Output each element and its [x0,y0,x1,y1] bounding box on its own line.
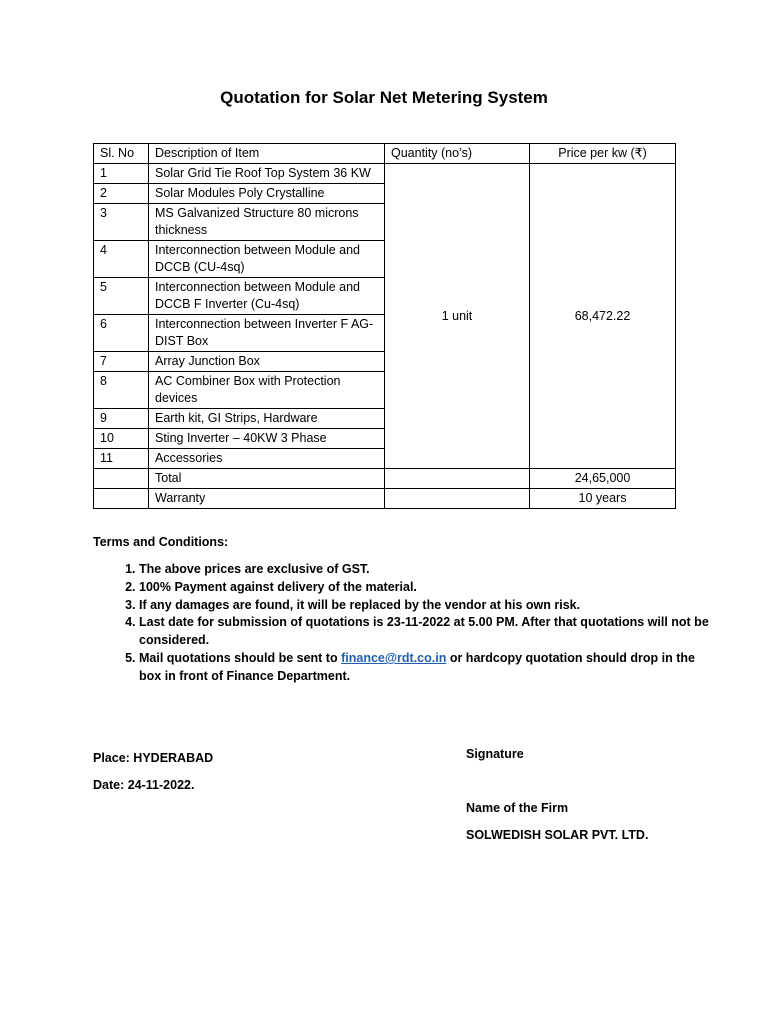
row-number: 8 [94,372,149,409]
row-number: 2 [94,184,149,204]
row-number: 3 [94,204,149,241]
place-text: Place: HYDERABAD [93,751,214,765]
terms-list [93,561,719,686]
row-description: Interconnection between Module and DCCB F Inverter (Cu-4sq) [149,278,385,315]
document-title: Quotation for Solar Net Metering System [220,88,548,107]
row-description: Earth kit, GI Strips, Hardware [149,409,385,429]
firm-name: SOLWEDISH SOLAR PVT. LTD. [466,828,649,842]
term-item: 1. The above prices are exclusive of GST. [139,561,719,579]
quotation-table [93,143,676,509]
row-number: 5 [94,278,149,315]
total-label: Total [149,469,385,489]
total-value: 24,65,000 [530,469,676,489]
row-number: 10 [94,429,149,449]
row-description: MS Galvanized Structure 80 microns thickness [149,204,385,241]
warranty-value: 10 years [530,489,676,509]
price-cell: 68,472.22 [530,164,676,469]
row-description: Solar Modules Poly Crystalline [149,184,385,204]
quantity-cell: 1 unit [385,164,530,469]
header-quantity: Quantity (no’s) [385,144,530,164]
header-price: Price per kw (₹) [530,144,676,164]
header-sl-no: Sl. No [94,144,149,164]
term-item [139,650,719,686]
term-item: 2. 100% Payment against delivery of the material. [139,579,719,597]
row-description: Solar Grid Tie Roof Top System 36 KW [149,164,385,184]
row-number: 11 [94,449,149,469]
term-text: or hardcopy quotation should drop in the box in front of Finance Department. [139,650,695,683]
term-text: Mail quotations should be sent to [139,650,342,665]
row-number: 6 [94,315,149,352]
date-text: Date: 24-11-2022. [93,778,195,792]
warranty-row [94,489,676,509]
term-item: 3. If any damages are found, it will be replaced by the vendor at his own risk. [139,597,719,615]
header-description: Description of Item [149,144,385,164]
total-row [94,469,676,489]
term-item: 4. Last date for submission of quotations is 23-11-2022 at 5.00 PM. After that quotations will not be considered. [139,614,719,650]
row-description: Array Junction Box [149,352,385,372]
email-link[interactable]: finance@rdt.co.in [341,650,447,665]
row-number: 4 [94,241,149,278]
table-header-row [94,144,676,164]
firm-label: Name of the Firm [466,801,569,815]
row-description: AC Combiner Box with Protection devices [149,372,385,409]
row-number: 7 [94,352,149,372]
terms-heading: Terms and Conditions: [93,535,229,549]
table-row [94,164,676,184]
row-description: Interconnection between Module and DCCB (CU-4sq) [149,241,385,278]
signature-label: Signature [466,747,524,761]
row-description: Sting Inverter – 40KW 3 Phase [149,429,385,449]
row-description: Interconnection between Inverter F AG-DIST Box [149,315,385,352]
row-description: Accessories [149,449,385,469]
warranty-label: Warranty [149,489,385,509]
row-number: 1 [94,164,149,184]
row-number: 9 [94,409,149,429]
